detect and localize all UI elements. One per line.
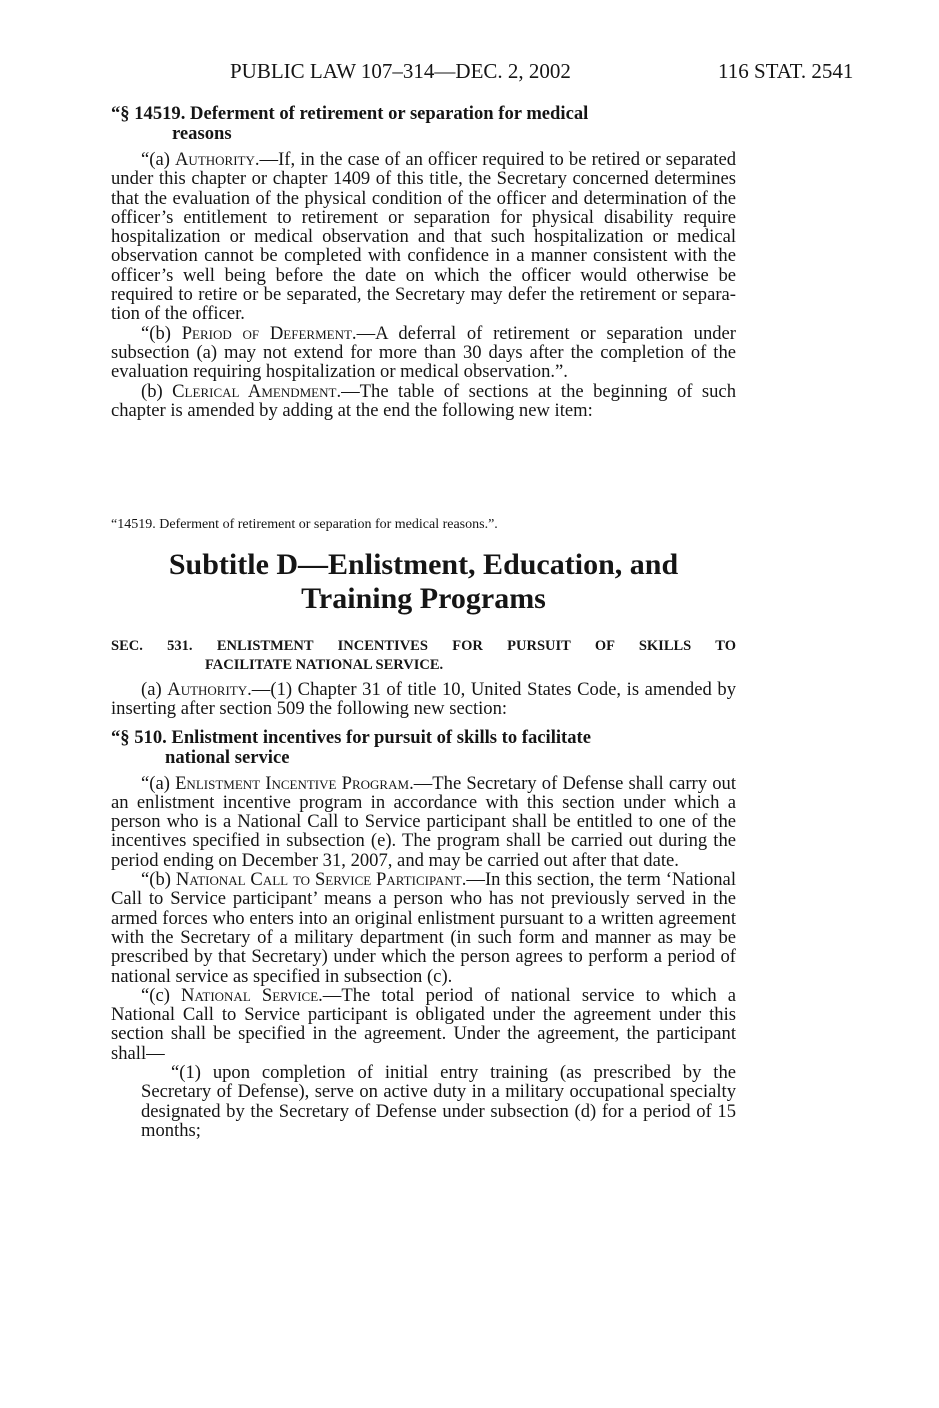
statute-page-number: 116 STAT. 2541 bbox=[718, 59, 854, 83]
subsection-b-period-of-deferment: “(b) Period of Deferment.—A deferral of retirement or separation under subsection (a) may not extend for more than 30 days after the completion of the evaluation requiring hospitalization or medical observation.”. bbox=[111, 322, 736, 383]
clerical-amendment: (b) Clerical Amendment.—The table of sections at the beginning of such chapter is amended by adding at the end the following new item: bbox=[111, 380, 736, 421]
section-510-subsection-b: “(b) National Call to Service Participant.—In this section, the term ‘National Call to Service participant’ means a person who has not previously served in the armed forces who enters into an original enlistment pursuant to a written agreement with the Secretary of a military department (in such form and manner as may be prescribed by that Secretary) under which the person agrees to perform a period of national service as specified in subsection (c). bbox=[111, 869, 736, 987]
clerical-table-item: “14519. Deferment of retirement or separation for medical reasons.”. bbox=[111, 517, 498, 532]
section-510-subsection-c: “(c) National Service.—The total period of national service to which a National Call to Service participant is obligated under the agreement under this section shall be specified in the agreement. Under the agreement, the participant shall— bbox=[111, 984, 737, 1064]
subsection-a-authority: “(a) Authority.—If, in the case of an officer required to be retired or separated under this chapter or chapter 1409 of this title, the Secretary concerned determines that the evaluation of the physical condition of the officer and determination of the officer’s entitlement to retirement or separation for physical disability require hospitalization or medical observation and that such hospitalization or medical observation cannot be completed with confidence in a manner consistent with the officer’s well being before the date on which the officer would otherwise be required to retire or be separated, the Secretary may defer the retirement or separation of the officer. bbox=[111, 149, 736, 325]
sec-531-heading: SEC. 531. ENLISTMENT INCENTIVES FOR PURSUIT OF SKILLS TO FACILITATE NATIONAL SERVICE. bbox=[111, 638, 736, 673]
sec-531-body bbox=[111, 680, 736, 1140]
section-510-subsection-a: “(a) Enlistment Incentive Program.—The Secretary of Defense shall carry out an enlistment incentive program in accordance with this section under which a person who is a National Call to Service participant shall be entitled to one of the incentives specified in subsection (e). The program shall be carried out during the period ending on December 31, 2007, and may be carried out after that date. bbox=[111, 772, 736, 871]
subtitle-d-heading: Subtitle D—Enlistment, Education, and Training Programs bbox=[168, 548, 679, 615]
section-510-subsection-c-paragraph-1: “(1) upon completion of initial entry training (as prescribed by the Secretary of Defense), serve on active duty in a military occupational specialty designated by the Secretary of Defense under subsection (d) for a period of 15 months; bbox=[141, 1062, 736, 1141]
section-510-heading: “§ 510. Enlistment incentives for pursuit of skills to facilitate national service bbox=[111, 726, 591, 768]
sec-531-subsection-a: (a) Authority.—(1) Chapter 31 of title 10, United States Code, is amended by inserting after section 509 the following new section: bbox=[111, 679, 736, 720]
running-head bbox=[0, 56, 939, 86]
public-law-citation: PUBLIC LAW 107–314—DEC. 2, 2002 bbox=[230, 59, 571, 83]
section-14519-heading: “§ 14519. Deferment of retirement or separation for medical reasons bbox=[111, 103, 589, 144]
section-14519 bbox=[111, 104, 736, 420]
